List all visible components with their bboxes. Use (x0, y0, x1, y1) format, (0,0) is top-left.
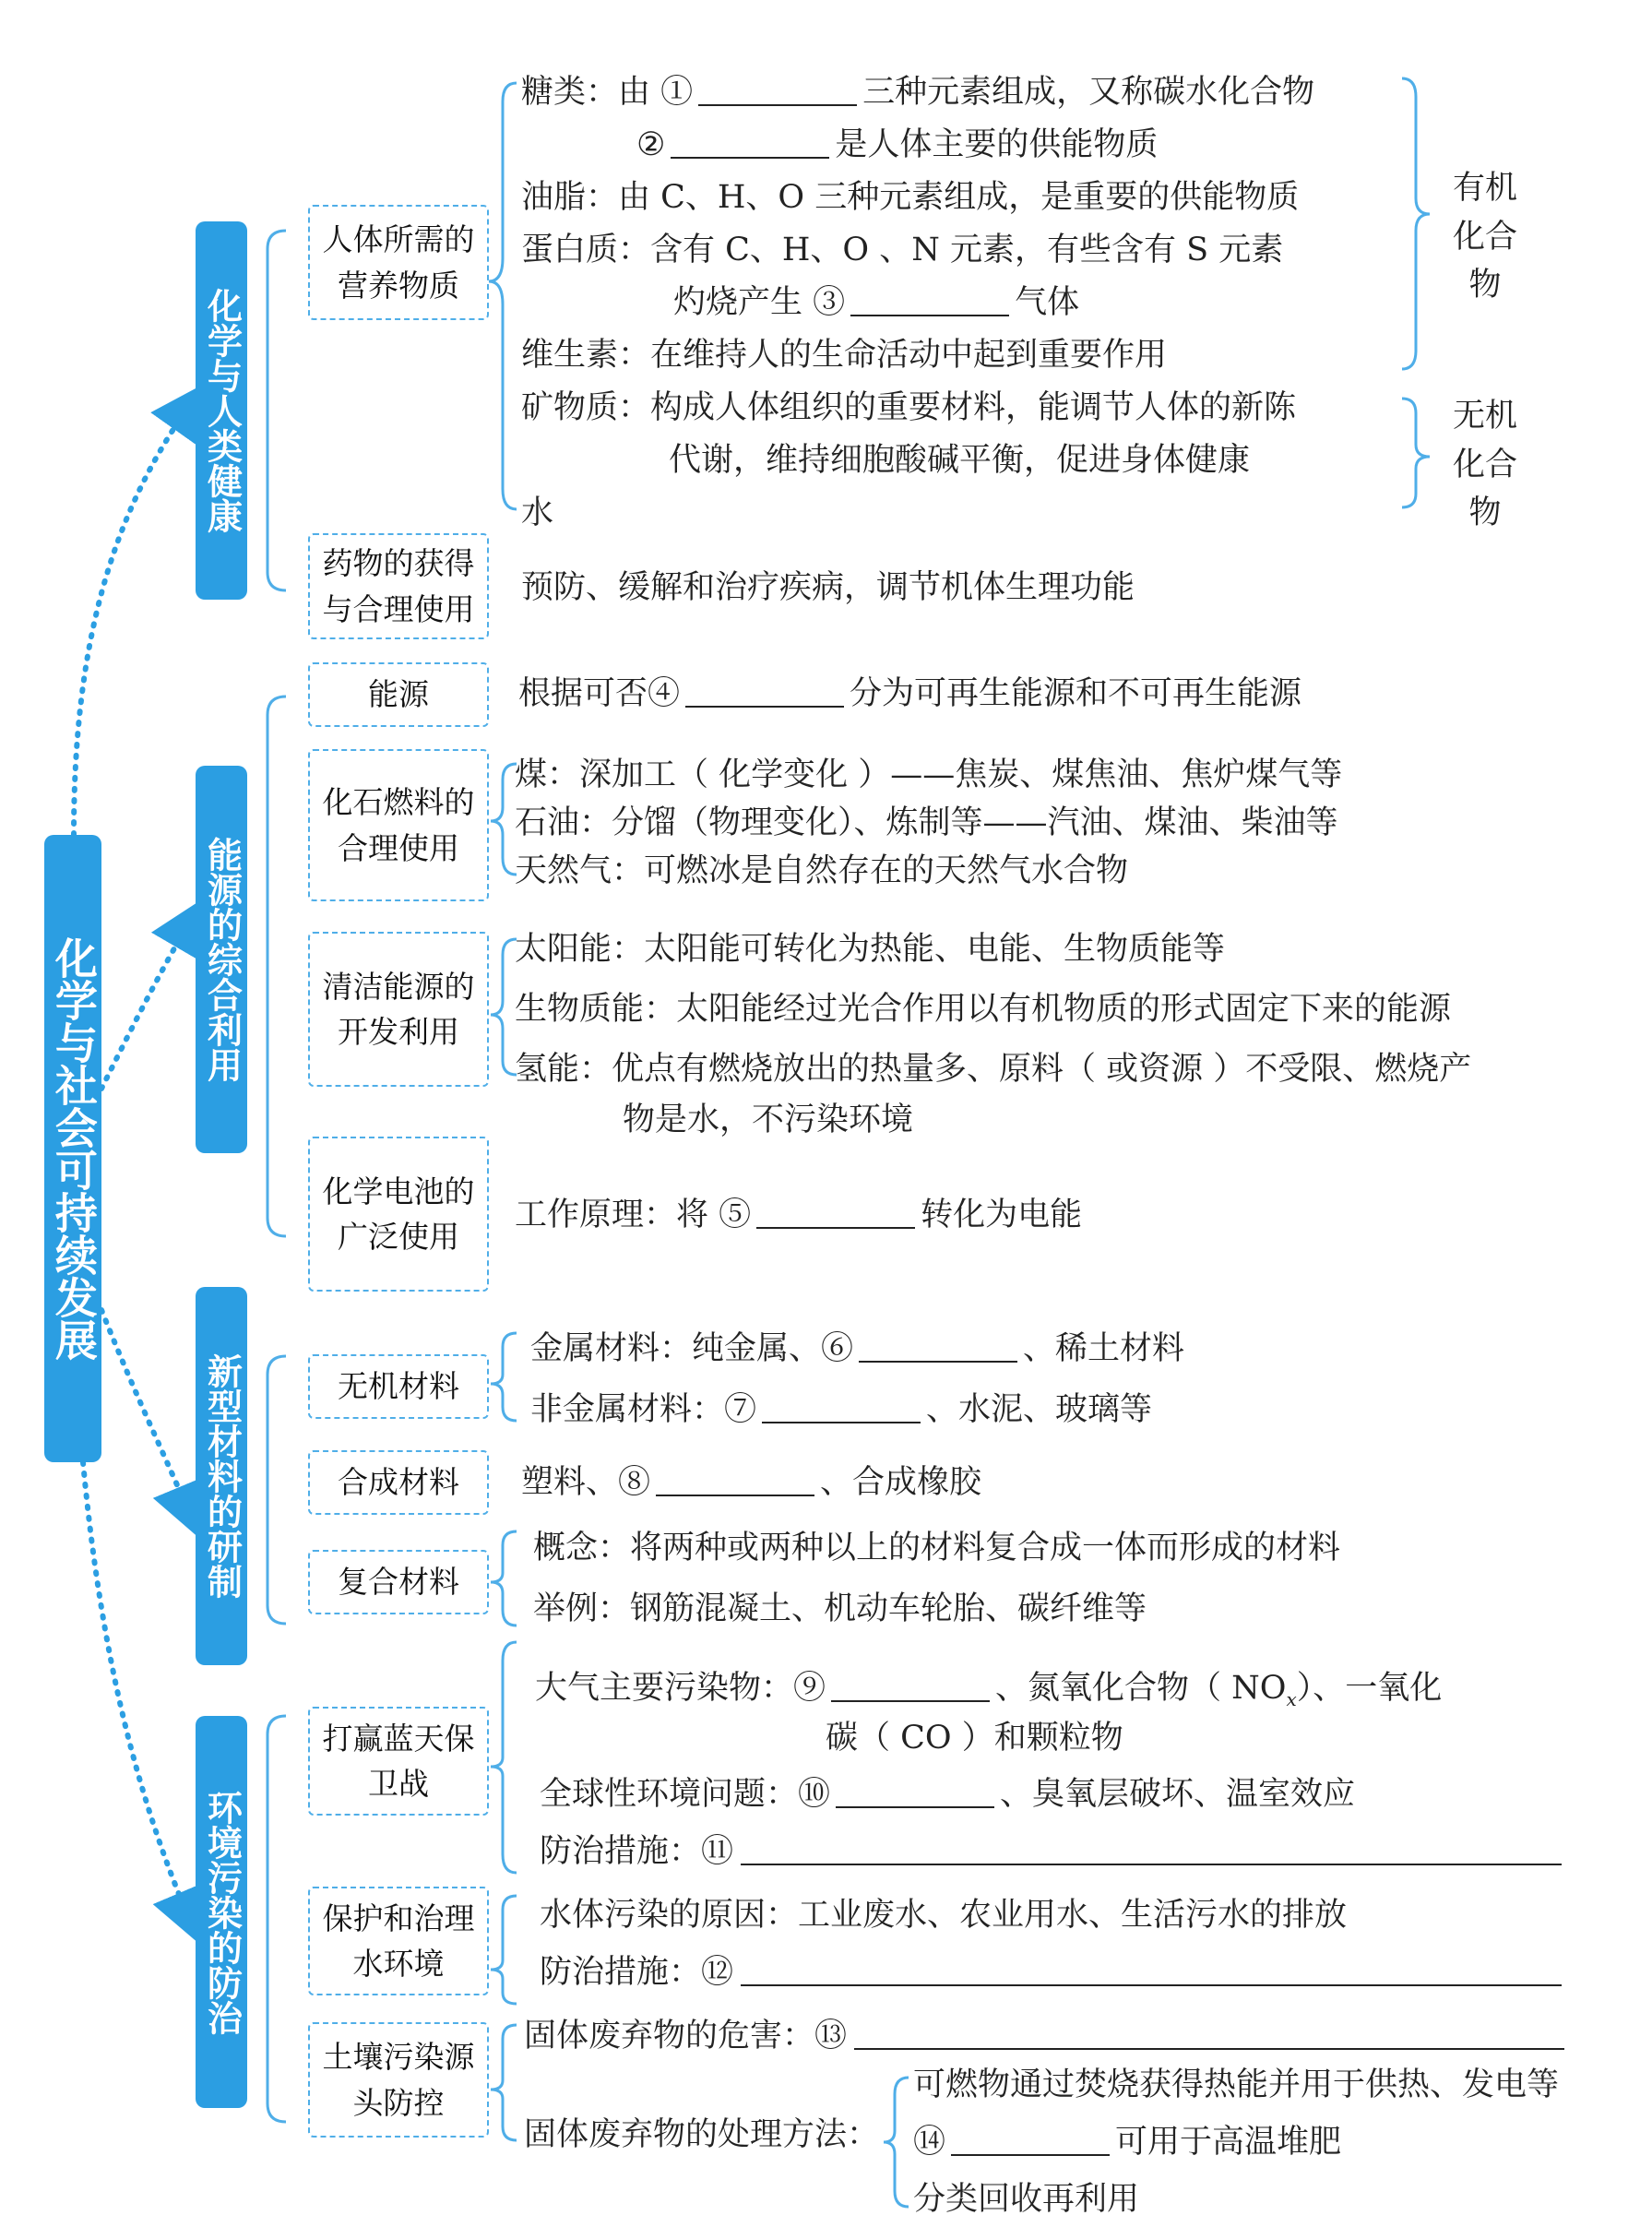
blank-13[interactable] (854, 2016, 1564, 2050)
line-energy: 根据可否④ 分为可再生能源和不可再生能源 (518, 675, 1302, 712)
blank-14[interactable] (951, 2122, 1110, 2156)
box-clean-energy: 清洁能源的开发利用 (308, 932, 489, 1087)
box-energy: 能源 (308, 662, 489, 727)
line-water: 水 (521, 494, 554, 531)
box-synthetic-material: 合成材料 (308, 1450, 489, 1515)
blank-7[interactable] (762, 1389, 921, 1423)
line-fat: 油脂：由 C、H、O 三种元素组成，是重要的供能物质 (521, 179, 1300, 216)
line-air-prevention: 防治措施：⑪ (540, 1831, 1562, 1874)
line-battery: 工作原理：将 ⑤ 转化为电能 (515, 1197, 1083, 1233)
blank-9[interactable] (831, 1668, 990, 1702)
line-protein-2: 灼烧产生 ③ 气体 (673, 284, 1080, 321)
blank-1[interactable] (698, 72, 857, 106)
line-water-cause: 水体污染的原因：工业废水、农业用水、生活污水的排放 (540, 1897, 1348, 1934)
box-soil-pollution: 土壤污染源头防控 (308, 2022, 489, 2138)
line-mineral-2: 代谢，维持细胞酸碱平衡，促进身体健康 (669, 442, 1251, 479)
line-solid-harm: 固体废弃物的危害：⑬ (524, 2016, 1564, 2058)
blank-4[interactable] (685, 673, 844, 708)
box-blue-sky: 打赢蓝天保卫战 (308, 1707, 489, 1816)
line-coal: 煤：深加工（ 化学变化 ）——焦炭、煤焦油、焦炉煤气等 (515, 756, 1343, 793)
line-vitamin: 维生素：在维持人的生命活动中起到重要作用 (521, 337, 1168, 374)
label-inorganic-compound: 无机化合物 (1452, 398, 1517, 531)
box-chemical-battery: 化学电池的广泛使用 (308, 1137, 489, 1292)
line-example: 举例：钢筋混凝土、机动车轮胎、碳纤维等 (533, 1590, 1147, 1627)
blank-11[interactable] (741, 1831, 1562, 1865)
blank-10[interactable] (836, 1774, 994, 1808)
line-sugar: 糖类：由 ① 三种元素组成，又称碳水化合物 (521, 74, 1315, 111)
line-oil: 石油：分馏（物理变化）、炼制等——汽油、煤油、柴油等 (515, 804, 1338, 841)
line-burn: 可燃物通过焚烧获得热能并用于供热、发电等 (913, 2066, 1560, 2103)
box-fossil-fuel: 化石燃料的合理使用 (308, 749, 489, 901)
section-environment: 环境污染的防治 (196, 1716, 247, 2108)
line-protein: 蛋白质：含有 C、H、O 、N 元素，有些含有 S 元素 (521, 232, 1284, 268)
section-materials: 新型材料的研制 (196, 1287, 247, 1665)
line-nonmetal: 非金属材料：⑦ 、水泥、玻璃等 (530, 1391, 1153, 1428)
line-hydrogen: 氢能：优点有燃烧放出的热量多、原料（ 或资源 ）不受限、燃烧产 (515, 1051, 1472, 1088)
blank-12[interactable] (741, 1952, 1562, 1986)
line-natural-gas: 天然气：可燃冰是自然存在的天然气水合物 (515, 852, 1129, 889)
line-compost: ⑭ 可用于高温堆肥 (913, 2124, 1342, 2161)
line-metal: 金属材料：纯金属、⑥ 、稀土材料 (530, 1330, 1185, 1367)
line-mineral: 矿物质：构成人体组织的重要材料，能调节人体的新陈 (521, 389, 1297, 426)
line-hydrogen-2: 物是水，不污染环境 (623, 1102, 914, 1138)
section-energy: 能源的综合利用 (196, 766, 247, 1153)
line-air-pollutants: 大气主要污染物：⑨ 、氮氧化合物（ $NO_x$）、一氧化 (535, 1670, 1443, 1710)
line-recycle: 分类回收再利用 (913, 2181, 1140, 2218)
line-global-issues: 全球性环境问题：⑩ 、臭氧层破坏、温室效应 (540, 1776, 1356, 1813)
blank-5[interactable] (756, 1195, 915, 1229)
blank-6[interactable] (859, 1328, 1017, 1363)
line-solar: 太阳能：太阳能可转化为热能、电能、生物质能等 (515, 931, 1226, 968)
blank-3[interactable] (850, 282, 1009, 316)
line-biomass: 生物质能：太阳能经过光合作用以有机物质的形式固定下来的能源 (515, 991, 1452, 1028)
box-nutrients: 人体所需的营养物质 (308, 205, 489, 320)
box-water-environment: 保护和治理水环境 (308, 1887, 489, 1995)
blank-8[interactable] (656, 1462, 814, 1496)
box-inorganic-material: 无机材料 (308, 1354, 489, 1419)
line-synthetic: 塑料、⑧ 、合成橡胶 (521, 1464, 982, 1501)
line-concept: 概念：将两种或两种以上的材料复合成一体而形成的材料 (533, 1530, 1341, 1566)
section-health: 化学与人类健康 (196, 221, 247, 600)
line-medicine: 预防、缓解和治疗疾病，调节机体生理功能 (521, 569, 1135, 606)
root-topic: 化学与社会可持续发展 (44, 835, 101, 1462)
blank-2[interactable] (671, 125, 829, 159)
line-water-prevention: 防治措施：⑫ (540, 1952, 1562, 1995)
label-organic: 有机化合物 (1452, 170, 1517, 304)
box-medicine: 药物的获得与合理使用 (308, 533, 489, 639)
box-composite-material: 复合材料 (308, 1550, 489, 1614)
line-solid-method: 固体废弃物的处理方法： (524, 2116, 880, 2153)
line-air-pollutants-2: 碳（ CO ）和颗粒物 (826, 1720, 1123, 1757)
line-sugar-2: ② 是人体主要的供能物质 (636, 126, 1159, 163)
